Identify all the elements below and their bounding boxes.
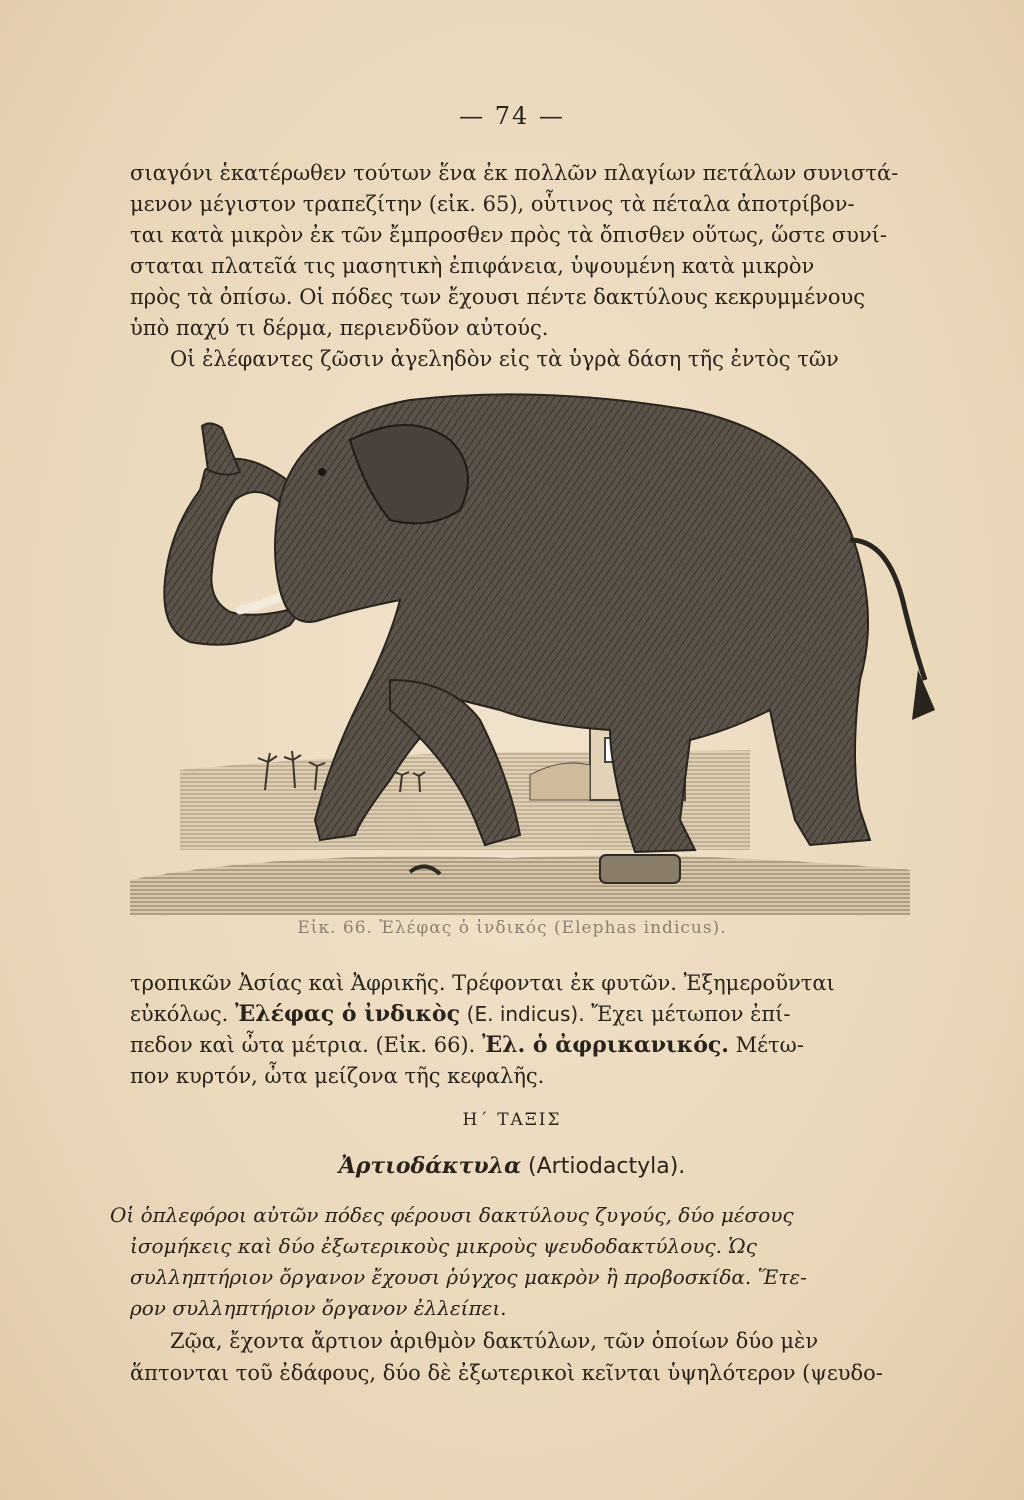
text-line: ἰσομήκεις καὶ δύο ἐξωτερικοὺς μικροὺς ψευδοδακτύλους. Ὡς [130,1234,757,1258]
text-line: συλληπτήριον ὄργανον ἔχουσι ῥύγχος μακρὸν ἢ προβοσκίδα. Ἕτε- [130,1265,807,1289]
text-run: εὐκόλως. [130,1002,229,1026]
elephant-illustration [90,380,940,920]
text-line: σιαγόνι ἑκατέρωθεν τούτων ἕνα ἐκ πολλῶν πλαγίων πετάλων συνιστά- [130,161,899,185]
latin-name: (E. indicus). [466,1002,585,1026]
text-line: σταται πλατεῖά τις μασητικὴ ἐπιφάνεια, ὑψουμένη κατὰ μικρὸν [130,254,815,278]
figure-caption: Εἰκ. 66. Ἐλέφας ὁ ἰνδικός (Elephas indicus). [297,918,727,938]
text-line: μενον μέγιστον τραπεζίτην (εἰκ. 65), οὗτινος τὰ πέταλα ἀποτρίβον- [130,192,855,216]
stone [600,855,680,883]
text-run: πεδον καὶ ὦτα μέτρια. (Εἰκ. 66). [130,1033,476,1057]
text-line: Οἱ ὁπλεφόροι αὐτῶν πόδες φέρουσι δακτύλους ζυγούς, δύο μέσους [110,1203,794,1227]
text-line [130,1030,895,1061]
suborder-heading [0,1153,1024,1179]
order-heading: Η΄ ΤΑΞΙΣ [462,1110,562,1130]
text-line [130,999,895,1030]
last-paragraph [130,1325,890,1389]
text-line: πον κυρτόν, ὦτα μείζονα τῆς κεφαλῆς. [130,1064,545,1088]
text-line: ρον συλληπτήριον ὄργανον ἐλλείπει. [130,1296,507,1320]
text-line: ἅπτονται τοῦ ἐδάφους, δύο δὲ ἐξωτερικοὶ κεῖνται ὑψηλότερον (ψευδο- [130,1361,883,1385]
middle-paragraph [130,968,895,1092]
text-line: Οἱ ἐλέφαντες ζῶσιν ἀγεληδὸν εἰς τὰ ὑγρὰ δάση τῆς ἐντὸς τῶν [170,347,839,371]
text-line: τροπικῶν Ἀσίας καὶ Ἀφρικῆς. Τρέφονται ἐκ φυτῶν. Ἐξημεροῦνται [130,971,835,995]
text-line: πρὸς τὰ ὀπίσω. Οἱ πόδες των ἔχουσι πέντε δακτύλους κεκρυμμένους [130,285,866,309]
page-number: — 74 — [459,102,565,130]
text-line: Ζῷα, ἔχοντα ἄρτιον ἀριθμὸν δακτύλων, τῶν ὁποίων δύο μὲν [170,1329,819,1353]
ground [130,856,910,915]
suborder-latin: (Artiodactyla). [528,1154,686,1179]
text-line: ὑπὸ παχύ τι δέρμα, περιενδῦον αὐτούς. [130,316,549,340]
suborder-greek: Ἀρτιοδάκτυλα [338,1153,522,1179]
top-paragraph [130,158,899,375]
text-line: ται κατὰ μικρὸν ἐκ τῶν ἔμπροσθεν πρὸς τὰ ὄπισθεν οὕτως, ὥστε συνί- [130,223,887,247]
text-run: Μέτω- [735,1033,804,1057]
text-run: Ἔχει μέτωπον ἐπί- [591,1002,791,1026]
italic-paragraph [110,1200,900,1324]
species-name-indian: Ἐλέφας ὁ ἰνδικὸς [234,1001,460,1027]
species-name-african: Ἐλ. ὁ ἀφρικανικός. [482,1032,729,1058]
